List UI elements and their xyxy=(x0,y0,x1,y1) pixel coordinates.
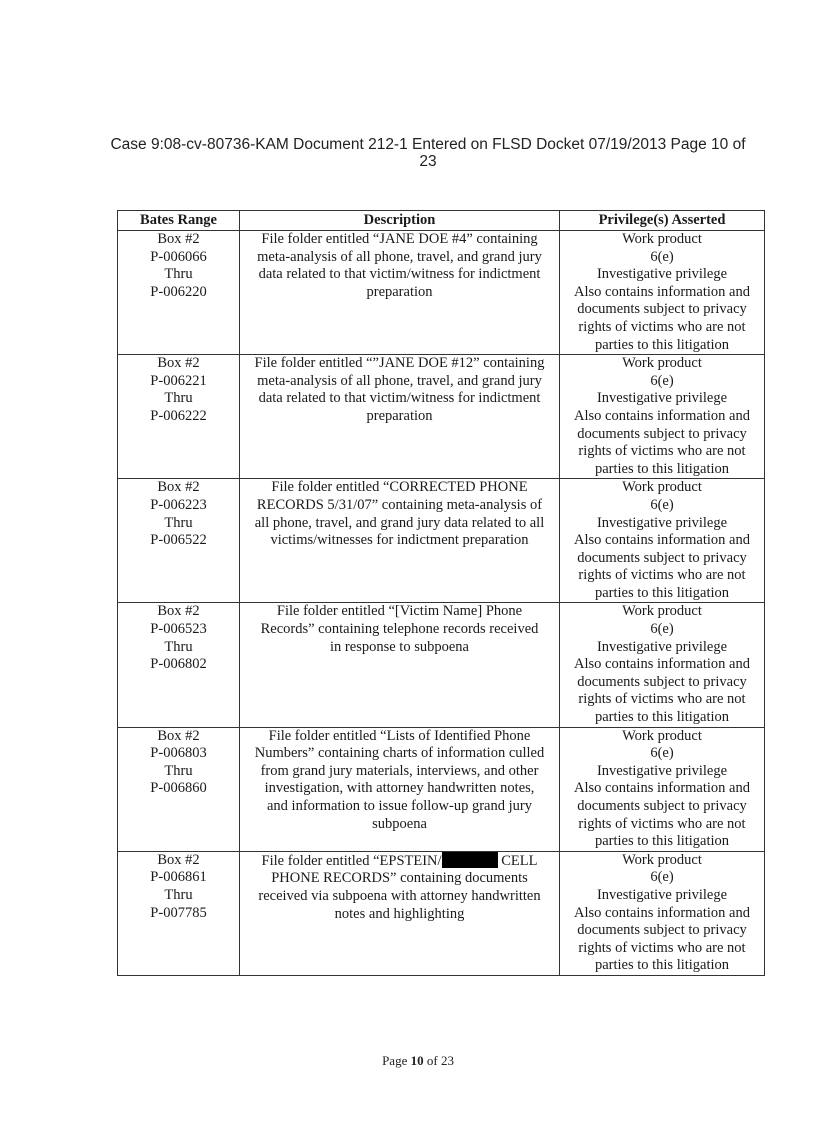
description-cell xyxy=(240,727,560,851)
privilege-line: Also contains information and xyxy=(574,407,750,424)
privilege-line: 6(e) xyxy=(650,745,674,762)
description-cell xyxy=(240,479,560,603)
case-header-line2: 23 xyxy=(419,153,437,170)
privilege-line: documents subject to privacy xyxy=(577,922,747,939)
bates-line: P-007785 xyxy=(150,904,207,921)
description-line: and information to issue follow-up grand jury xyxy=(267,798,532,814)
privilege-line: 6(e) xyxy=(650,372,674,389)
description-line: notes and highlighting xyxy=(334,905,465,922)
privilege-line: 6(e) xyxy=(650,621,674,638)
table-row xyxy=(118,603,765,727)
table-header-row xyxy=(118,211,765,231)
table-row xyxy=(118,479,765,603)
privileges-cell xyxy=(560,851,765,975)
bates-line: Box #2 xyxy=(157,727,200,744)
bates-line: Thru xyxy=(164,514,193,531)
privilege-line: parties to this litigation xyxy=(594,709,730,726)
description-line: data related to that victim/witness for indictment xyxy=(258,390,541,407)
description-cell xyxy=(240,851,560,975)
bates-range-cell xyxy=(118,231,240,355)
privilege-line: Work product xyxy=(622,479,702,496)
privilege-line: Work product xyxy=(622,355,702,372)
description-line: meta-analysis of all phone, travel, and grand jury xyxy=(257,248,542,265)
description-line: preparation xyxy=(366,283,433,300)
table-row xyxy=(118,231,765,355)
bates-line: P-006860 xyxy=(150,780,207,797)
privilege-line: Also contains information and xyxy=(574,904,750,921)
bates-line: P-006223 xyxy=(150,496,207,513)
privilege-line: parties to this litigation xyxy=(594,584,730,601)
description-line: all phone, travel, and grand jury data related to all xyxy=(254,514,545,531)
description-line: PHONE RECORDS” containing documents xyxy=(271,870,528,887)
privilege-line: parties to this litigation xyxy=(594,460,730,477)
description-line: Records” containing telephone records received xyxy=(260,621,539,638)
privilege-line: Investigative privilege xyxy=(596,886,728,903)
privilege-line: rights of victims who are not xyxy=(578,815,746,832)
bates-range-cell xyxy=(118,603,240,727)
privilege-line: 6(e) xyxy=(650,248,674,265)
privilege-line: rights of victims who are not xyxy=(578,691,746,708)
column-header-bates-range: Bates Range xyxy=(118,211,240,231)
footer-page-number: 10 xyxy=(410,1053,424,1068)
description-line: data related to that victim/witness for indictment xyxy=(258,266,541,283)
bates-line: P-006803 xyxy=(150,745,207,762)
privilege-line: parties to this litigation xyxy=(594,957,730,974)
privilege-line: Work product xyxy=(622,851,702,868)
privileges-cell xyxy=(560,727,765,851)
description-redacted-before: File folder entitled “EPSTEIN/ xyxy=(261,852,442,869)
case-header-line1: Case 9:08-cv-80736-KAM Document 212-1 Entered on FLSD Docket 07/19/2013 Page 10 of xyxy=(110,136,746,153)
bates-range-cell xyxy=(118,479,240,603)
bates-line: P-006861 xyxy=(150,869,207,886)
privilege-line: documents subject to privacy xyxy=(577,301,747,318)
privilege-line: Work product xyxy=(622,231,702,247)
description-line: File folder entitled “Lists of Identified Phone xyxy=(268,727,531,744)
description-line: received via subpoena with attorney handwritten xyxy=(258,887,541,904)
bates-line: Thru xyxy=(164,886,193,903)
description-line: from grand jury materials, interviews, and other xyxy=(260,762,539,779)
bates-line: Thru xyxy=(164,266,193,283)
privilege-line: Also contains information and xyxy=(574,283,750,300)
bates-range-cell xyxy=(118,727,240,851)
table-row xyxy=(118,851,765,975)
bates-line: Thru xyxy=(164,762,193,779)
description-line: File folder entitled “JANE DOE #4” containing xyxy=(261,231,538,247)
bates-line: P-006220 xyxy=(150,283,207,300)
description-cell xyxy=(240,231,560,355)
description-line: investigation, with attorney handwritten notes, xyxy=(264,780,535,797)
footer-middle: of xyxy=(426,1053,438,1068)
privilege-line: Investigative privilege xyxy=(596,266,728,283)
privilege-line: rights of victims who are not xyxy=(578,939,746,956)
bates-line: Thru xyxy=(164,638,193,655)
table-row xyxy=(118,355,765,479)
bates-line: Box #2 xyxy=(157,479,200,496)
description-line: File folder entitled “CORRECTED PHONE xyxy=(271,479,528,496)
bates-line: P-006222 xyxy=(150,407,207,424)
privilege-line: parties to this litigation xyxy=(594,833,730,850)
bates-line: P-006066 xyxy=(150,248,207,265)
privileges-cell xyxy=(560,355,765,479)
column-header-description: Description xyxy=(240,211,560,231)
description-line: preparation xyxy=(366,407,433,424)
privilege-line: Also contains information and xyxy=(574,532,750,549)
column-header-privileges: Privilege(s) Asserted xyxy=(560,211,765,231)
privilege-line: 6(e) xyxy=(650,496,674,513)
case-header xyxy=(70,136,786,170)
bates-line: Box #2 xyxy=(157,231,200,247)
redaction-box xyxy=(442,852,498,868)
bates-line: Thru xyxy=(164,390,193,407)
privilege-line: rights of victims who are not xyxy=(578,443,746,460)
description-cell xyxy=(240,603,560,727)
privilege-line: documents subject to privacy xyxy=(577,425,747,442)
description-line: subpoena xyxy=(372,815,427,832)
privilege-line: Work product xyxy=(622,603,702,620)
description-cell xyxy=(240,355,560,479)
footer-prefix: Page xyxy=(382,1053,408,1068)
privilege-line: rights of victims who are not xyxy=(578,567,746,584)
bates-line: P-006802 xyxy=(150,656,207,673)
privilege-line: documents subject to privacy xyxy=(577,673,747,690)
description-line: File folder entitled “[Victim Name] Phone xyxy=(276,603,523,620)
description-line: victims/witnesses for indictment preparation xyxy=(270,532,529,549)
description-line: File folder entitled “”JANE DOE #12” containing xyxy=(254,355,545,372)
privileges-cell xyxy=(560,603,765,727)
privilege-line: rights of victims who are not xyxy=(578,318,746,335)
privilege-line: Investigative privilege xyxy=(596,638,728,655)
privilege-line: Also contains information and xyxy=(574,656,750,673)
privilege-line: Work product xyxy=(622,727,702,744)
privilege-line: Investigative privilege xyxy=(596,762,728,779)
description-redacted-after: CELL xyxy=(501,852,538,869)
privilege-line: documents subject to privacy xyxy=(577,798,747,814)
privileges-cell xyxy=(560,479,765,603)
privilege-line: documents subject to privacy xyxy=(577,549,747,566)
bates-line: Box #2 xyxy=(157,851,200,868)
table-row xyxy=(118,727,765,851)
bates-line: Box #2 xyxy=(157,603,200,620)
page-footer xyxy=(0,1053,836,1069)
description-line-redacted xyxy=(244,852,555,871)
bates-line: P-006522 xyxy=(150,532,207,549)
description-line: meta-analysis of all phone, travel, and grand jury xyxy=(257,372,542,389)
description-line: RECORDS 5/31/07” containing meta-analysis of xyxy=(256,496,543,513)
bates-range-cell xyxy=(118,355,240,479)
bates-line: P-006523 xyxy=(150,621,207,638)
description-line: in response to subpoena xyxy=(330,638,469,655)
privilege-line: 6(e) xyxy=(650,869,674,886)
privilege-line: Investigative privilege xyxy=(596,514,728,531)
privilege-line: parties to this litigation xyxy=(594,336,730,353)
privilege-line: Also contains information and xyxy=(574,780,750,797)
footer-total-pages: 23 xyxy=(440,1053,454,1068)
privilege-log-table xyxy=(117,210,765,976)
privilege-line: Investigative privilege xyxy=(596,390,728,407)
bates-line: Box #2 xyxy=(157,355,200,372)
bates-line: P-006221 xyxy=(150,372,207,389)
bates-range-cell xyxy=(118,851,240,975)
privileges-cell xyxy=(560,231,765,355)
description-line: Numbers” containing charts of information culled xyxy=(254,745,545,762)
